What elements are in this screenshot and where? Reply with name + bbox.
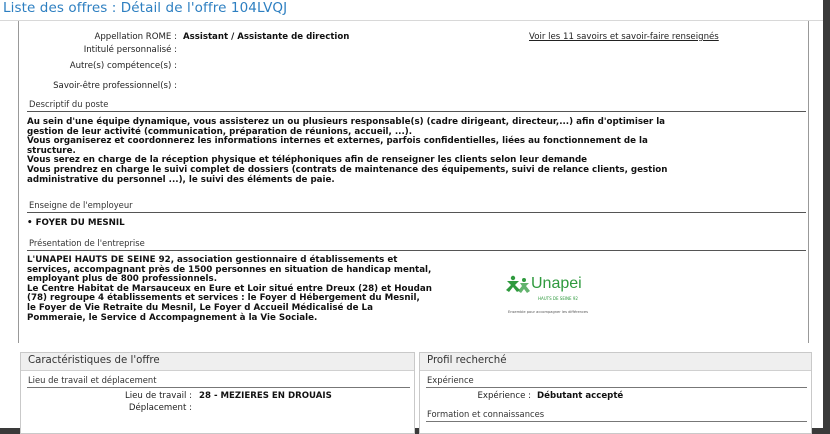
autres-competences-label: Autre(s) compétence(s) : <box>69 61 177 71</box>
title-bar <box>0 0 823 21</box>
presentation-divider <box>27 250 806 251</box>
appellation-label: Appellation ROME : <box>94 32 177 42</box>
presentation-line: employant plus de 800 professionnels. <box>27 274 218 285</box>
descriptif-line: Au sein d'une équipe dynamique, vous assisterez un ou plusieurs responsable(s) (cadre dirigeant, directeur,...) afin d'optimiser la <box>27 117 666 127</box>
content-right-border <box>808 21 809 343</box>
profil-title: Profil recherché <box>427 355 507 366</box>
unapei-logo <box>500 272 590 320</box>
experience-label: Expérience : <box>477 391 531 401</box>
descriptif-divider <box>27 111 806 112</box>
lieu-value: 28 - MEZIERES EN DROUAIS <box>199 391 332 401</box>
lieu-heading: Lieu de travail et déplacement <box>28 375 157 385</box>
enseigne-heading: Enseigne de l'employeur <box>29 200 133 210</box>
descriptif-heading: Descriptif du poste <box>29 99 109 109</box>
profil-header <box>420 353 811 371</box>
descriptif-text <box>27 118 667 185</box>
experience-divider <box>426 387 807 388</box>
formation-heading: Formation et connaissances <box>427 409 545 419</box>
content-left-border <box>18 21 19 343</box>
descriptif-line: Vous organiserez et coordonnerez les informations internes et externes, parfois confidentielles, liées au fonctionnement de la <box>27 136 648 147</box>
descriptif-line: administrative du personnel ...), le suivi des éléments de paie. <box>27 174 335 185</box>
lieu-divider <box>27 387 410 388</box>
savoir-etre-label: Savoir-être professionnel(s) : <box>53 81 177 91</box>
descriptif-line: Vous serez en charge de la réception physique et téléphoniques afin de renseigner les clients selon leur demande <box>27 155 588 166</box>
caracteristiques-header <box>21 353 414 371</box>
presentation-line: le Foyer de Vie Retraite du Mesnil, Le Foyer d Accueil Médicalisé de La <box>27 302 373 313</box>
experience-heading: Expérience <box>427 375 474 385</box>
intitule-label: Intitulé personnalisé : <box>83 45 177 55</box>
logo-subtitle: HAUTS DE SEINE 92 <box>538 296 578 301</box>
lieu-label: Lieu de travail : <box>124 391 192 401</box>
descriptif-line: gestion de leur activité (communication, préparation de réunions, accueil, ...). <box>27 126 413 137</box>
caracteristiques-title: Caractéristiques de l'offre <box>28 355 160 366</box>
presentation-heading: Présentation de l'entreprise <box>29 238 145 248</box>
descriptif-line: structure. <box>27 145 76 156</box>
enseigne-value: • FOYER DU MESNIL <box>27 218 125 228</box>
presentation-line: (78) regroupe 4 établissements et services : le Foyer d Hébergement du Mesnil, <box>27 293 420 304</box>
formation-divider <box>426 421 807 422</box>
logo-tagline: Ensemble pour accompagner les différences <box>508 310 589 314</box>
logo-text: Unapei <box>531 275 582 292</box>
experience-value: Débutant accepté <box>537 391 624 401</box>
presentation-line: Pommeraie, le Service d Accompagnement à la Vie Sociale. <box>27 312 318 323</box>
caracteristiques-panel <box>20 352 415 434</box>
appellation-value: Assistant / Assistante de direction <box>183 32 350 42</box>
presentation-text <box>27 256 432 323</box>
enseigne-divider <box>27 212 806 213</box>
presentation-line: L'UNAPEI HAUTS DE SEINE 92, association gestionnaire d établissements et <box>27 255 398 265</box>
profil-panel <box>419 352 812 434</box>
deplacement-label: Déplacement : <box>128 403 192 413</box>
presentation-line: services, accompagnant près de 1500 personnes en situation de handicap mental, <box>27 264 432 275</box>
savoirs-link[interactable]: Voir les 11 savoirs et savoir-faire renseignés <box>529 32 719 42</box>
presentation-line: Le Centre Habitat de Marsauceux en Eure et Loir situé entre Dreux (28) et Houdan <box>27 283 432 294</box>
page-title: Liste des offres : Détail de l'offre 104LVQJ <box>3 0 288 16</box>
descriptif-line: Vous prendrez en charge le suivi complet de dossiers (contrats de maintenance des équipements, suivi de relance clients, gestion <box>27 164 668 175</box>
